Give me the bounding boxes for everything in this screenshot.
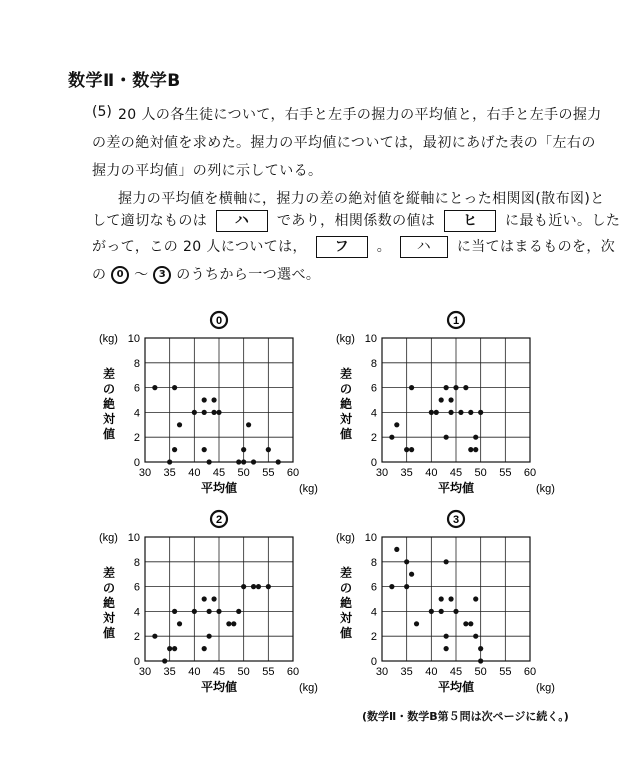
x-tick-label: 60 (286, 666, 300, 678)
data-point (394, 422, 399, 427)
x-tick-label: 40 (188, 467, 201, 479)
data-point (444, 435, 449, 440)
data-point (162, 658, 167, 663)
y-tick-label: 8 (133, 357, 140, 370)
x-tick-label: 45 (212, 467, 226, 479)
y-tick-label: 4 (133, 606, 140, 619)
data-point (236, 609, 241, 614)
y-tick-label: 0 (133, 656, 140, 668)
line6-text-b: 。 (376, 239, 392, 255)
y-tick-label: 2 (370, 631, 377, 644)
question-line-3: 握力の平均値」の列に示している。 (92, 163, 323, 179)
x-tick-label: 30 (138, 467, 152, 479)
data-point (266, 584, 271, 589)
y-tick-label: 10 (364, 532, 377, 544)
data-point (207, 634, 212, 639)
line7-text-a: の (92, 267, 107, 283)
x-tick-label: 45 (449, 467, 463, 479)
x-tick-label: 35 (163, 666, 176, 678)
data-point (444, 385, 449, 390)
x-tick-label: 45 (212, 666, 226, 678)
y-tick-label: 2 (133, 432, 140, 445)
y-tick-label: 10 (127, 532, 140, 544)
data-point (231, 621, 236, 626)
data-point (409, 385, 414, 390)
data-point (211, 397, 216, 402)
y-axis-label-char: 差 (102, 566, 116, 580)
y-axis-label-char: 差 (339, 367, 353, 381)
data-point (172, 447, 177, 452)
y-axis-label-char: の (339, 581, 353, 595)
y-axis-label-char: 値 (339, 427, 353, 441)
data-point (207, 609, 212, 614)
x-tick-label: 30 (375, 467, 389, 479)
line7-text-c: のうちから一つ選べ。 (176, 267, 321, 283)
x-tick-label: 50 (237, 666, 250, 678)
data-point (211, 410, 216, 415)
x-tick-label: 55 (499, 666, 512, 678)
x-unit-label: (kg) (536, 483, 555, 495)
data-point (439, 609, 444, 614)
line6-text-c: に当てはまるものを，次 (456, 239, 616, 255)
x-tick-label: 40 (188, 666, 201, 678)
y-tick-label: 8 (370, 357, 377, 370)
data-point (216, 609, 221, 614)
data-point (167, 646, 172, 651)
y-tick-label: 2 (370, 432, 377, 445)
option-first-marker: 0 (111, 266, 129, 284)
data-point (453, 609, 458, 614)
y-tick-label: 10 (127, 333, 140, 345)
data-point (251, 459, 256, 464)
y-axis-label-char: 差 (102, 367, 116, 381)
x-axis-label: 平均値 (437, 481, 475, 495)
y-unit-label: (kg) (336, 333, 355, 345)
data-point (177, 621, 182, 626)
data-point (478, 646, 483, 651)
y-tick-label: 4 (133, 407, 140, 420)
data-point (152, 385, 157, 390)
x-tick-label: 55 (499, 467, 512, 479)
data-point (192, 410, 197, 415)
data-point (463, 385, 468, 390)
y-tick-label: 2 (133, 631, 140, 644)
question-number: (5) (92, 104, 112, 120)
scatter-chart-1 (336, 312, 555, 495)
answer-box-ha[interactable]: ハ (216, 210, 268, 232)
data-point (202, 397, 207, 402)
data-point (211, 596, 216, 601)
x-tick-label: 35 (163, 467, 176, 479)
data-point (241, 584, 246, 589)
x-tick-label: 40 (425, 467, 438, 479)
x-axis-label: 平均値 (200, 481, 238, 495)
data-point (266, 447, 271, 452)
data-point (478, 410, 483, 415)
data-point (152, 634, 157, 639)
y-tick-label: 0 (370, 656, 377, 668)
data-point (251, 584, 256, 589)
y-tick-label: 10 (364, 333, 377, 345)
x-tick-label: 50 (474, 666, 487, 678)
data-point (468, 410, 473, 415)
y-axis-label-char: 絶 (102, 397, 116, 411)
data-point (256, 584, 261, 589)
data-point (414, 621, 419, 626)
data-point (468, 621, 473, 626)
data-point (453, 385, 458, 390)
data-point (172, 385, 177, 390)
data-point (409, 447, 414, 452)
line7-text-b: 〜 (134, 267, 149, 283)
data-point (468, 447, 473, 452)
data-point (216, 410, 221, 415)
data-point (172, 609, 177, 614)
data-point (429, 410, 434, 415)
x-unit-label: (kg) (536, 682, 555, 694)
chart-number-label: 3 (452, 514, 460, 526)
y-axis-label-char: 対 (102, 412, 116, 426)
data-point (429, 609, 434, 614)
data-point (404, 559, 409, 564)
y-axis-label-char: の (339, 382, 353, 396)
data-point (434, 410, 439, 415)
x-tick-label: 30 (138, 666, 152, 678)
data-point (202, 447, 207, 452)
data-point (444, 634, 449, 639)
answer-box-fu[interactable]: フ (316, 236, 368, 258)
x-tick-label: 50 (237, 467, 250, 479)
data-point (241, 447, 246, 452)
x-tick-label: 60 (286, 467, 300, 479)
x-tick-label: 40 (425, 666, 438, 678)
y-tick-label: 6 (370, 382, 377, 395)
x-tick-label: 45 (449, 666, 463, 678)
data-point (276, 459, 281, 464)
y-axis-label-char: 対 (339, 412, 353, 426)
x-tick-label: 55 (262, 666, 275, 678)
line5-text-c: に最も近い。した (505, 213, 620, 229)
option-last-marker: 3 (153, 266, 171, 284)
x-unit-label: (kg) (299, 682, 318, 694)
x-tick-label: 35 (400, 666, 413, 678)
data-point (192, 609, 197, 614)
data-point (444, 559, 449, 564)
data-point (404, 447, 409, 452)
data-point (389, 435, 394, 440)
data-point (167, 459, 172, 464)
data-point (177, 422, 182, 427)
data-point (444, 646, 449, 651)
y-axis-label-char: 値 (102, 626, 116, 640)
data-point (473, 435, 478, 440)
data-point (236, 459, 241, 464)
y-tick-label: 0 (133, 457, 140, 469)
data-point (458, 410, 463, 415)
y-tick-label: 4 (370, 407, 377, 420)
scatter-chart-0 (99, 312, 318, 495)
data-point (439, 596, 444, 601)
y-tick-label: 6 (133, 581, 140, 594)
question-line-1: 20 人の各生徒について，右手と左手の握力の平均値と，右手と左手の握力 (118, 107, 602, 123)
y-unit-label: (kg) (336, 532, 355, 544)
data-point (389, 584, 394, 589)
data-point (226, 621, 231, 626)
data-point (448, 596, 453, 601)
data-point (202, 646, 207, 651)
data-point (473, 634, 478, 639)
scatter-chart-3 (336, 511, 555, 694)
data-point (207, 459, 212, 464)
y-axis-label-char: 絶 (339, 596, 353, 610)
answer-box-hi[interactable]: ヒ (444, 210, 496, 232)
y-axis-label-char: 差 (339, 566, 353, 580)
question-line-2: の差の絶対値を求めた。握力の平均値については，最初にあげた表の「左右の (92, 135, 596, 151)
y-tick-label: 8 (133, 556, 140, 569)
line5-text-b: であり，相関係数の値は (276, 213, 436, 229)
x-tick-label: 30 (375, 666, 389, 678)
data-point (202, 596, 207, 601)
data-point (448, 410, 453, 415)
data-point (172, 646, 177, 651)
chart-number-label: 0 (215, 315, 223, 327)
y-tick-label: 8 (370, 556, 377, 569)
data-point (448, 397, 453, 402)
question-line-4: 握力の平均値を横軸に，握力の差の絶対値を縦軸にとった相関図(散布図)と (118, 191, 605, 207)
data-point (473, 596, 478, 601)
x-tick-label: 50 (474, 467, 487, 479)
x-unit-label: (kg) (299, 483, 318, 495)
data-point (241, 459, 246, 464)
y-tick-label: 6 (370, 581, 377, 594)
y-tick-label: 4 (370, 606, 377, 619)
y-axis-label-char: 絶 (339, 397, 353, 411)
footer-note: (数学Ⅱ・数学B第５問は次ページに続く。) (362, 710, 569, 723)
chart-number-label: 1 (452, 315, 460, 327)
data-point (404, 584, 409, 589)
y-tick-label: 0 (370, 457, 377, 469)
y-tick-label: 6 (133, 382, 140, 395)
data-point (478, 658, 483, 663)
y-unit-label: (kg) (99, 532, 118, 544)
x-tick-label: 55 (262, 467, 275, 479)
y-unit-label: (kg) (99, 333, 118, 345)
page-title: 数学Ⅱ・数学B (68, 71, 181, 91)
chart-number-label: 2 (215, 514, 223, 526)
ref-box-ha: ハ (400, 236, 448, 258)
data-point (473, 447, 478, 452)
y-axis-label-char: 対 (102, 611, 116, 625)
data-point (463, 621, 468, 626)
data-point (409, 572, 414, 577)
y-axis-label-char: 値 (102, 427, 116, 441)
data-point (246, 422, 251, 427)
data-point (439, 397, 444, 402)
line6-text-a: がって，この 20 人については， (92, 239, 307, 255)
data-point (394, 547, 399, 552)
y-axis-label-char: の (102, 581, 116, 595)
y-axis-label-char: 対 (339, 611, 353, 625)
y-axis-label-char: 値 (339, 626, 353, 640)
y-axis-label-char: の (102, 382, 116, 396)
line5-text-a: して適切なものは (92, 213, 208, 229)
x-axis-label: 平均値 (200, 680, 238, 694)
x-tick-label: 60 (523, 467, 537, 479)
x-axis-label: 平均値 (437, 680, 475, 694)
data-point (202, 410, 207, 415)
y-axis-label-char: 絶 (102, 596, 116, 610)
scatter-chart-2 (99, 511, 318, 694)
x-tick-label: 35 (400, 467, 413, 479)
x-tick-label: 60 (523, 666, 537, 678)
